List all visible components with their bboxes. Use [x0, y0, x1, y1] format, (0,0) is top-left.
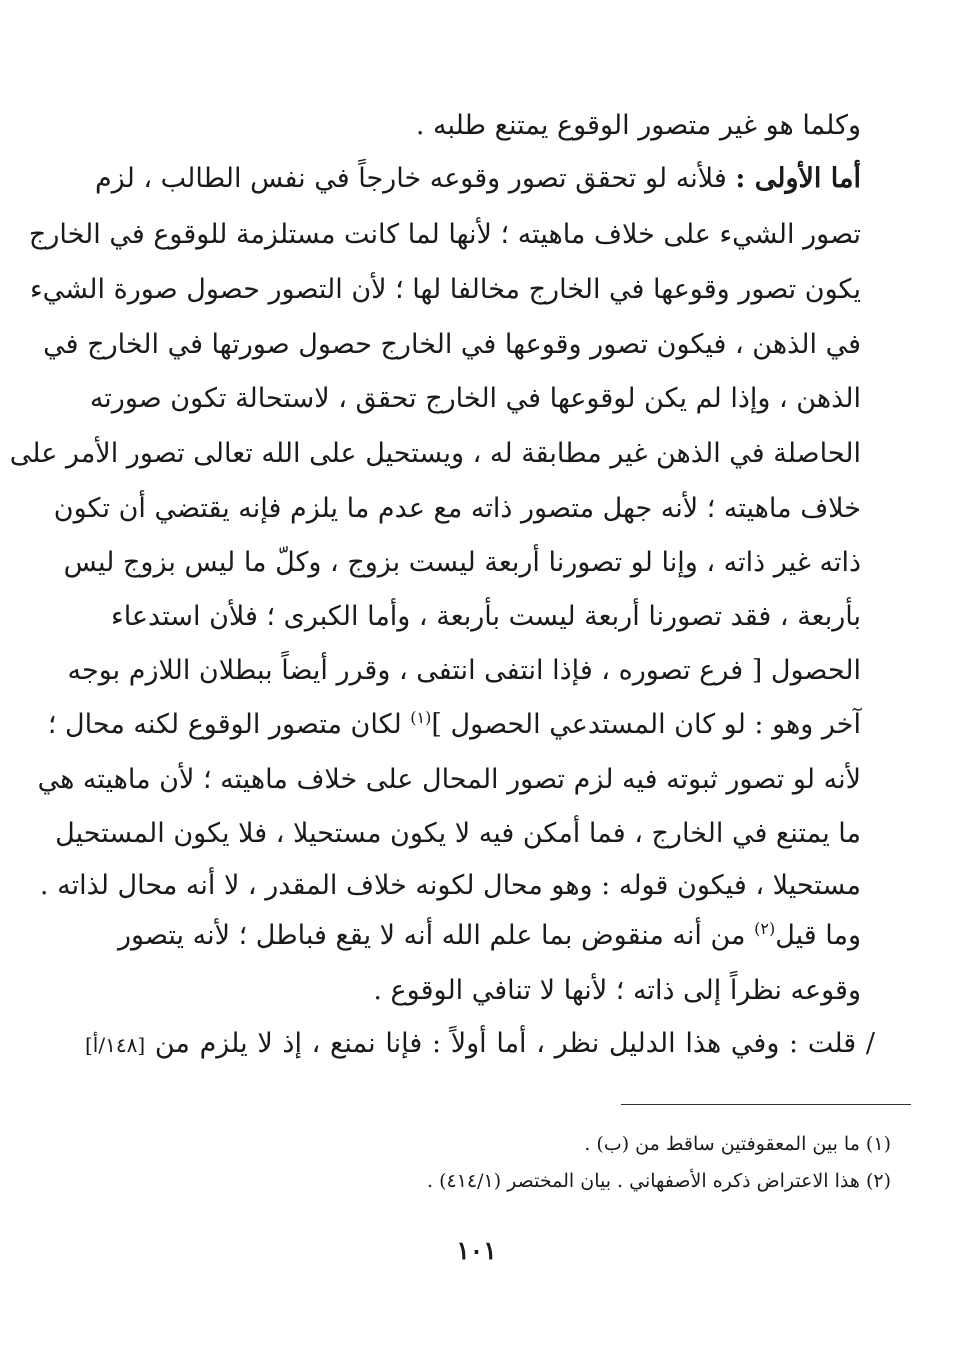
- body-line-19-text: / قلت : وفي هذا الدليل نظر ، أما أولاً : فإنا نمنع ، إذ لا يلزم من: [154, 1028, 875, 1059]
- body-line-6: الذهن ، وإذا لم يكن لوقوعها في الخارج تحقق ، لاستحالة تكون صورته: [89, 383, 861, 414]
- body-line-5: في الذهن ، فيكون تصور وقوعها في الخارج حصول صورتها في الخارج في: [43, 329, 861, 360]
- body-line-16: وقوعه نظراً إلى ذاته ؛ لأنها لا تنافي الوقوع .: [373, 975, 861, 1006]
- body-line-12-a: آخر وهو : لو كان المستدعي الحصول ]: [431, 709, 861, 740]
- body-line-2: [94, 159, 861, 199]
- body-line-9: ذاته غير ذاته ، وإنا لو تصورنا أربعة ليست بزوج ، وكلّ ما ليس بزوج ليس: [63, 547, 861, 578]
- body-line-14: ما يمتنع في الخارج ، فما أمكن فيه لا يكون مستحيلا ، فلا يكون المستحيل: [55, 818, 861, 849]
- footnote-2: (٢) هذا الاعتراض ذكره الأصفهاني . بيان المختصر (٤١٤/١) .: [427, 1170, 891, 1192]
- body-line-4: يكون تصور وقوعها في الخارج مخالفا لها ؛ لأن التصور حصول صورة الشيء: [29, 274, 861, 305]
- footnote-ref-1: (١): [410, 708, 432, 727]
- body-line-15: مستحيلا ، فيكون قوله : وهو محال لكونه خلاف المقدر ، لا أنه محال لذاته .: [39, 870, 861, 901]
- body-line-1: وكلما هو غير متصور الوقوع يمتنع طلبه .: [415, 110, 861, 141]
- body-line-11: الحصول [ فرع تصوره ، فإذا انتفى انتفى ، وقرر أيضاً ببطلان اللازم بوجه: [67, 655, 861, 686]
- body-line-8: خلاف ماهيته ؛ لأنه جهل متصور ذاته مع عدم ما يلزم فإنه يقتضي أن تكون: [53, 493, 861, 524]
- body-line-13: لأنه لو تصور ثبوته فيه لزم تصور المحال على خلاف ماهيته ؛ لأن ماهيته هي: [37, 764, 861, 795]
- body-line-2-text: فلأنه لو تحقق تصور وقوعه خارجاً في نفس الطالب ، لزم: [94, 163, 727, 194]
- body-line-12-b: لكان متصور الوقوع لكنه محال ؛: [47, 709, 411, 740]
- body-line-10: بأربعة ، فقد تصورنا أربعة ليست بأربعة ، وأما الكبرى ؛ فلأن استدعاء: [111, 601, 861, 632]
- body-line-17-b: من أنه منقوض بما علم الله أنه لا يقع فباطل ؛ لأنه يتصور: [117, 920, 755, 951]
- body-line-12: [47, 705, 861, 745]
- footnote-ref-2: (٢): [754, 919, 776, 938]
- footnote-1: (١) ما بين المعقوفتين ساقط من (ب) .: [584, 1133, 891, 1155]
- page-number: ١٠١: [456, 1236, 497, 1265]
- body-line-17-a: وما قيل: [775, 920, 861, 951]
- margin-folio-ref: [١٤٨/أ]: [85, 1033, 146, 1057]
- section-heading: أما الأولى :: [735, 163, 861, 194]
- body-line-3: تصور الشيء على خلاف ماهيته ؛ لأنها لما كانت مستلزمة للوقوع في الخارج: [28, 219, 861, 250]
- body-line-7: الحاصلة في الذهن غير مطابقة له ، ويستحيل على الله تعالى تصور الأمر على: [9, 438, 861, 469]
